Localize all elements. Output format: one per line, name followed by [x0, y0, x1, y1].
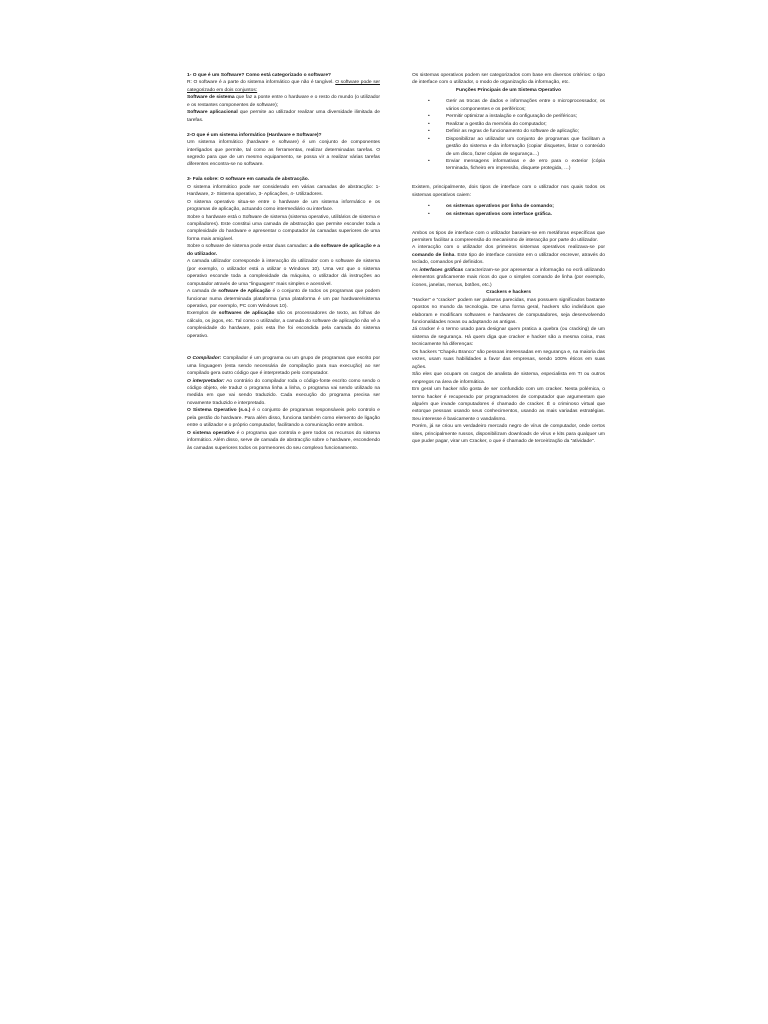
software-aplicacional-definition: Software aplicacional que permite ao utilizador realizar uma diversidade ilimitada de tarefas. [187, 110, 380, 123]
crackers-paragraph-2: Já cracker é o termo usado para designar quem pratica a quebra (ou cracking) de um sistema de segurança. Há quem diga que cracker e hacker são a mesma coisa, mas tecnicamente há diferenças: [412, 327, 605, 348]
crackers-paragraph-4: São eles que ocupam os cargos de analista de sistema, especialista em TI ou outros empregos na área de informática. [412, 372, 605, 385]
question-1-answer: R: O software é a parte do sistema informático que não é tangível. O software pode ser categorizado em dois conjuntos: [187, 80, 380, 93]
question-3-paragraph-1: O sistema informático pode ser considerado em várias camadas de abstracção: 1- Hardware, 2- Sistema operativo, 3- Aplicações, 4- Utilizadores. [187, 184, 380, 198]
interpretador-definition: O interpretador: Ao contrário do compilador roda o código-fonte escrito como sendo o código objeto, ele traduz o programa linha a linha, o programa vai sendo utilizado na medida em que vai sendo traduzido. Cada execução do programa precisa ser novamente traduzido e interpretado. [187, 378, 380, 406]
crackers-paragraph-1: “Hacker” e “cracker” podem ser palavras parecidas, mas possuem significados bastante opostos no mundo da tecnologia. De uma forma geral, hackers são indivíduos que elaboram e modificam softwares e hardwares de computadores, seja desenvolvendo funcionalidades novas ou adaptando as antigas. [412, 297, 605, 326]
software-de-sistema-definition: Software de sistema que faz a ponte entre o hardware e o resto do mundo (o utilizador e os restantes componentes de software); [187, 95, 380, 108]
list-item: • Enviar mensagens informativas e de erro para o exterior (cópia terminada, ficheiro em impressão, disquete protegida, …) [446, 158, 605, 173]
crackers-paragraph-6: Porém, já se criou um verdadeiro mercado negro de vírus de computador, onde certos sites, principalmente russos, disponibilizam downloads de vírus e kits para qualquer um que puder pagar, virar um Cracker, o que é chamado de terceirização da “atividade”. [412, 424, 605, 445]
crackers-paragraph-5: Em geral um hacker não gosta de ser confundido com um cracker. Nesta polémica, o termo hacker é recuperado por programadores de computador que argumentam que alguém que invade computadores é chamado de cracker. É o criminoso virtual que extorque pessoas usando seus conhecimentos, usando as mais variadas estratégias. Seu interesse é basicamente o vandalismo. [412, 387, 605, 422]
question-2-answer: Um sistema informático (hardware e software) é um conjunto de componentes interligados que permite, tal como as ferramentas, realizar determinadas tarefas. O segredo para que de um mesmo equipamento, se possa vir a realizar várias tarefas diferentes encontra-se no software. [187, 140, 380, 168]
sistema-operativo-definition-2: O sistema operativo é o programa que controla e gere todos os recursos do sistema informático. Além disso, serve de camada de abstracção sobre o hardware, escondendo às camadas superiores todos os pormenores do seu complexo funcionamento. [187, 430, 380, 451]
right-column [412, 72, 605, 446]
list-item: • Realizar a gestão da memória do computador; [446, 121, 605, 128]
compilador-definition: O Compilador: Compilador é um programa ou um grupo de programas que escrito por uma linguagem (esta sendo necessária de compilação para sua execução) ao ser compilado gera outro código que é interpretado pelo computador. [187, 356, 380, 377]
metaphors-paragraph: Ambos os tipos de interface com o utilizador baseiam-se em metáforas específicas que permitem facilitar a compreensão do mecanismo de interacção por parte do utilizador. [412, 230, 605, 244]
question-2-title: 2-O que é um sistema informático (Hardware e Software)? [187, 132, 322, 138]
functions-heading: Funções Principais de um Sistema Operativo [456, 87, 561, 93]
list-item: • os sistemas operativos por linha de comando; [446, 203, 605, 210]
categories-intro: Os sistemas operativos podem ser categorizados com base em diversos critérios: o tipo de interface com o utilizador, o modo de organização da informação, etc. [412, 73, 605, 86]
list-item: • Disponibilizar ao utilizador um conjunto de programas que facilitam a gestão do sistema e da informação (copiar disquetes, listar o conteúdo de um disco, fazer cópias de segurança…) [446, 136, 605, 158]
list-item: • Definir as regras de funcionamento do software de aplicação; [446, 128, 605, 135]
crackers-heading: Crackers e hackers [486, 290, 531, 296]
functions-list [412, 98, 605, 173]
question-3-title: 3- Fala sobre: O software em camada de abstracção. [187, 177, 310, 183]
question-3-paragraph-3: Sobre o hardware está o Software de sistema (sistema operativo, utilitários de sistema e compiladores). Este constitui uma camada de abstracção que permite esconder toda a complexidade do hardware e apresentar o computador às camadas superiores de uma forma mais amigável. [187, 214, 380, 242]
sistema-operativo-definition: O Sistema Operativo (s.o.) é o conjunto de programas responsáveis pelo controlo e pela gestão do hardware. Para além disso, funciona também como elemento de ligação entre o utilizador e o próprio computador, facilitando a comunicação entre ambos. [187, 408, 380, 429]
question-3-paragraph-6: A camada de software de Aplicação é o conjunto de todos os programas que podem funcionar numa determinada plataforma (uma plataforma é um par hardware/sistema operativo, por exemplo, PC com Windows 10). [187, 289, 380, 310]
interfaces-list [412, 203, 605, 218]
question-3-paragraph-5: A camada utilizador corresponde à interacção do utilizador com o software de sistema (por exemplo, o utilizador está a utilizar o Windows 10). Uma vez que o sistema operativo esconde toda a complexidade da máquina, o utilizador dá instruções ao computador através de uma “linguagem” mais simples e acessível. [187, 259, 380, 287]
question-3-paragraph-4: Sobre o software de sistema pode estar duas camadas: a do software de aplicação e a do utilizador. [187, 244, 380, 257]
question-3-paragraph-7: Exemplos de softwares de aplicação são os processadores de texto, as folhas de cálculo, os jogos, etc. Tal como o utilizador, a camada do software de aplicação não vê a complexidade do hardware, pois esta lhe foi escondida pela camada do sistema operativo. [187, 311, 380, 339]
command-line-paragraph: A interacção com o utilizador dos primeiros sistemas operativos realizava-se por comando de linha. Este tipo de interface consiste em o utilizador escrever, através do teclado, comandos pré definidos. [412, 245, 605, 266]
left-column [187, 72, 380, 452]
question-1-title: 1- O que é um Software? Como está categorizado o software? [187, 73, 332, 78]
gui-paragraph: As interfaces gráficas caracterizam-se por apresentar a informação no ecrã utilizando elementos graficamente mais ricos do que o simples comando de linha (por exemplo, ícones, janelas, menus, botões, etc.) [412, 267, 605, 288]
list-item: • Gerir as trocas de dados e informações entre o microprocessador, os vários componentes e os periféricos; [446, 98, 605, 113]
question-3-paragraph-2: O sistema operativo situa-se entre o hardware de um sistema informático e os programas de aplicação, actuando como intermediário ou interface. [187, 199, 380, 213]
list-item: • Permitir optimizar a instalação e configuração de periféricos; [446, 113, 605, 120]
crackers-paragraph-3: Os hackers “Chapéu Branco” são pessoas interessadas em segurança e, na maioria das vezes, usam suas habilidades a favor das empresas, sendo 100% éticos em suas ações. [412, 349, 605, 370]
interfaces-intro: Existem, principalmente, dois tipos de interface com o utilizador nos quais todos os sistemas operativos caiem: [412, 185, 605, 198]
list-item: • os sistemas operativos com interface gráfica. [446, 211, 605, 218]
